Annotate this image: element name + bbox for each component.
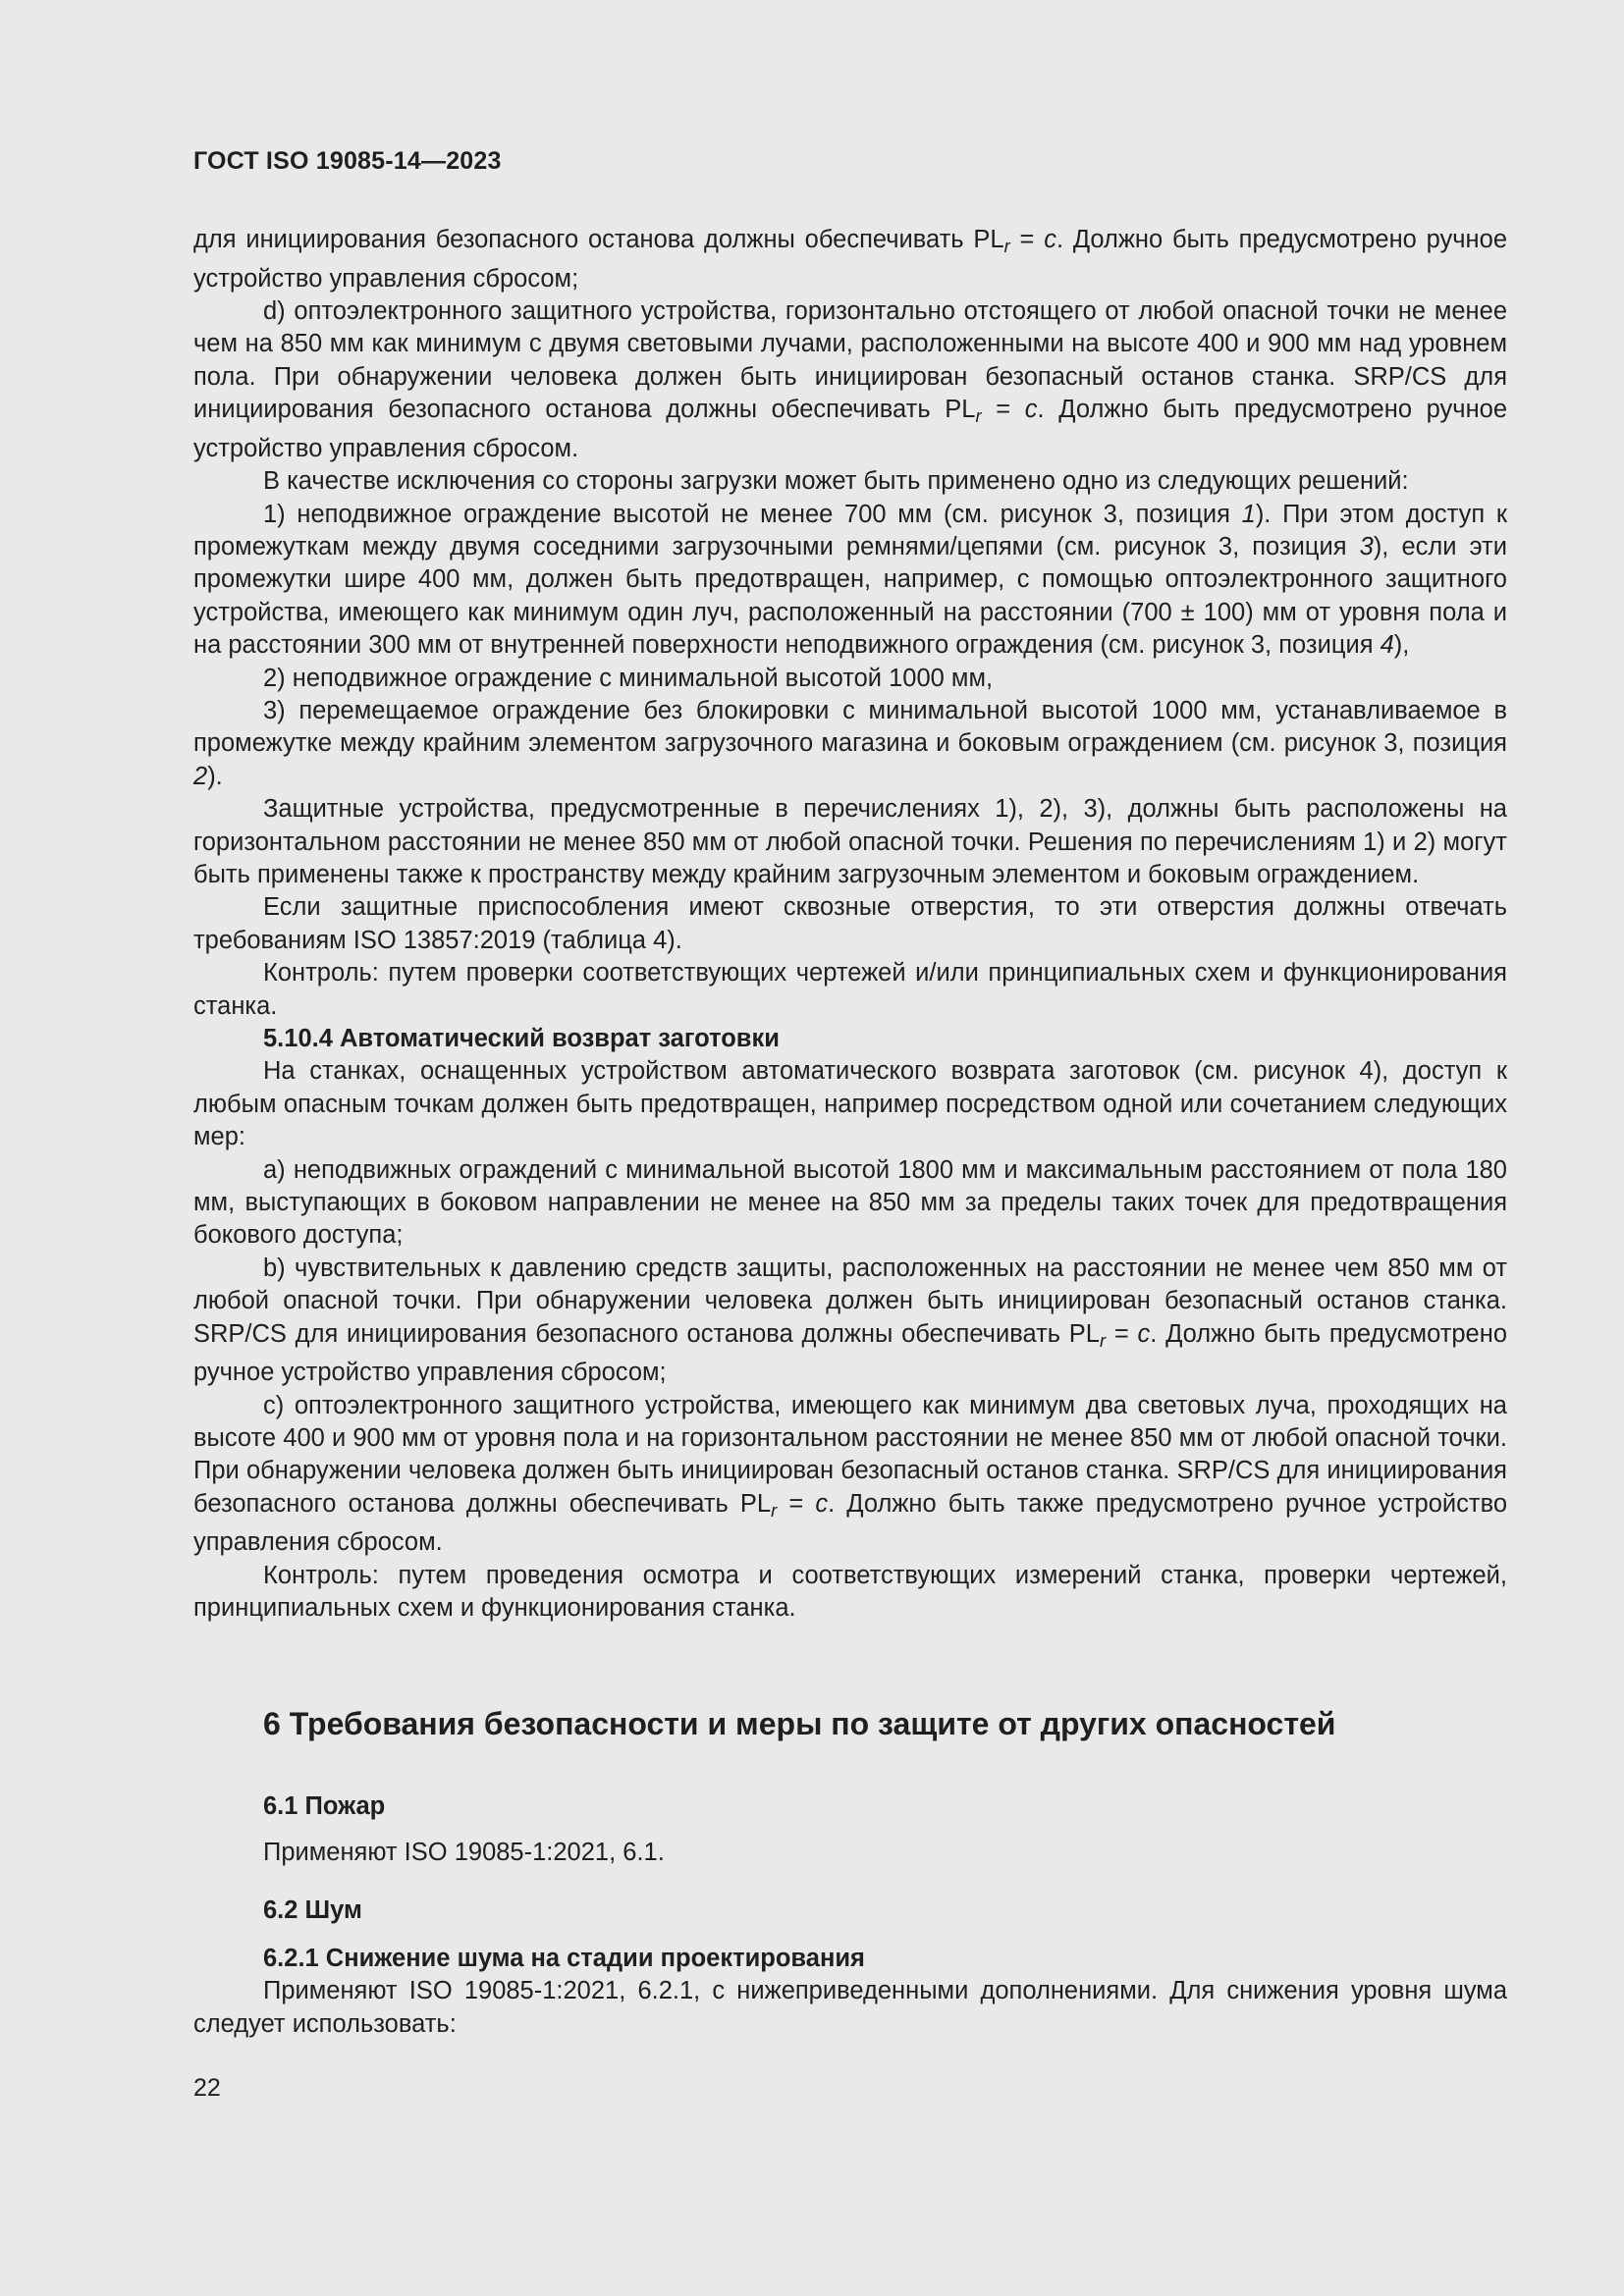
paragraph: b) чувствительных к давлению средств защиты, расположенных на расстоянии не менее чем 850 мм от любой опасной точки. При обнаружении человека должен быть инициирован безопасный останов станка. SRP/CS для инициирования безопасного останова должны обеспечивать $PL_r = c$. Должно быть предусмотрено ручное устройство управления сбросом; (193, 1254, 1508, 1387)
paragraph: 3) перемещаемое ограждение без блокировки с минимальной высотой 1000 мм, устанавливаемое в промежутке между крайним элементом загрузочного магазина и боковым ограждением (см. рисунок 3, позиция 2). (193, 696, 1507, 790)
section-heading: 6 Требования безопасности и меры по защите от других опасностей (263, 1706, 1336, 1741)
body-text (193, 224, 1507, 1626)
subsection-heading: 5.10.4 Автоматический возврат заготовки (263, 1025, 780, 1053)
subsection-heading: 6.2 Шум (263, 1896, 362, 1924)
paragraph: c) оптоэлектронного защитного устройства, имеющего как минимум два световых луча, проходящих на высоте 400 и 900 мм от уровня пола и на горизонтальном расстоянии не менее 850 мм от любой опасной точки. При обнаружении человека должен быть инициирован безопасный останов станка. SRP/CS для инициирования безопасного останова должны обеспечивать $PL_r = c$. Должно быть также предусмотрено ручное устройство управления сбросом. (193, 1391, 1508, 1557)
paragraph: 1) неподвижное ограждение высотой не менее 700 мм (см. рисунок 3, позиция 1). При этом доступ к промежуткам между двумя соседними загрузочными ремнями/цепями (см. рисунок 3, позиция 3), если эти промежутки шире 400 мм, должен быть предотвращен, например, с помощью оптоэлектронного защитного устройства, имеющего как минимум один луч, расположенный на расстоянии (700 ± 100) мм от уровня пола и на расстоянии 300 мм от внутренней поверхности неподвижного ограждения (см. рисунок 3, позиция 4), (193, 500, 1508, 660)
paragraph: Контроль: путем проведения осмотра и соответствующих измерений станка, проверки чертежей, принципиальных схем и функционирования станка. (193, 1561, 1507, 1623)
paragraph: На станках, оснащенных устройством автоматического возврата заготовок (см. рисунок 4), доступ к любым опасным точкам должен быть предотвращен, например посредством одной или сочетанием следующих мер: (193, 1057, 1507, 1151)
subsection-block (193, 1943, 1507, 2041)
paragraph: для инициирования безопасного останова должны обеспечивать $PL_r = c$. Должно быть предусмотрено ручное устройство управления сбросом; (193, 226, 1508, 293)
paragraph: Защитные устройства, предусмотренные в перечислениях 1), 2), 3), должны быть расположены на горизонтальном расстоянии не менее 850 мм от любой опасной точки. Решения по перечислениям 1) и 2) могут быть применены также к пространству между крайним загрузочным элементом и боковым ограждением. (193, 795, 1507, 888)
paragraph: В качестве исключения со стороны загрузки может быть применено одно из следующих решений: (263, 467, 1409, 496)
paragraph: 2) неподвижное ограждение с минимальной высотой 1000 мм, (263, 664, 994, 692)
paragraph: a) неподвижных ограждений с минимальной высотой 1800 мм и максимальным расстоянием от пола 180 мм, выступающих в боковом направлении не менее на 850 мм за пределы таких точек для предотвращения бокового доступа; (193, 1155, 1507, 1250)
paragraph: Контроль: путем проверки соответствующих чертежей и/или принципиальных схем и функционирования станка. (193, 959, 1507, 1020)
page-number: 22 (193, 2074, 221, 2102)
subsection-heading: 6.2.1 Снижение шума на стадии проектирования (263, 1945, 865, 1972)
paragraph: Применяют ISO 19085-1:2021, 6.1. (263, 1839, 665, 1866)
paragraph: Применяют ISO 19085-1:2021, 6.2.1, с нижеприведенными дополнениями. Для снижения уровня шума следует использовать: (193, 1977, 1507, 2038)
subsection-heading: 6.1 Пожар (263, 1792, 386, 1820)
paragraph: d) оптоэлектронного защитного устройства, горизонтально отстоящего от любой опасной точки не менее чем на 850 мм как минимум с двумя световыми лучами, расположенными на высоте 400 и 900 мм над уровнем пола. При обнаружении человека должен быть инициирован безопасный останов станка. SRP/CS для инициирования безопасного останова должны обеспечивать $PL_r = c$. Должно быть предусмотрено ручное устройство управления сбросом. (193, 296, 1508, 462)
paragraph: Если защитные приспособления имеют сквозные отверстия, то эти отверстия должны отвечать требованиям ISO 13857:2019 (таблица 4). (193, 893, 1507, 954)
document-header: ГОСТ ISO 19085-14—2023 (193, 147, 502, 175)
